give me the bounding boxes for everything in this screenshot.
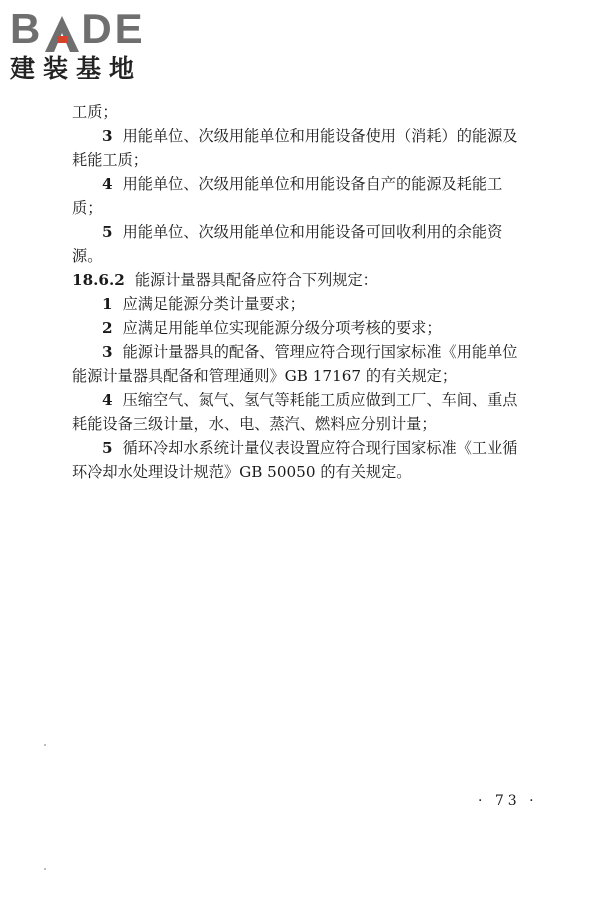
site-logo [10, 6, 180, 86]
item-text: 能源计量器具的配备、管理应符合现行国家标准《用能单位能源计量器具配备和管理通则》GB 17167 的有关规定； [72, 343, 518, 385]
list-item [72, 220, 532, 268]
logo-letters-de: DE [81, 5, 146, 52]
item-number: 1 [102, 295, 113, 313]
page-number: · 73 · [478, 793, 538, 809]
logo-wordmark [10, 6, 180, 52]
list-item [72, 292, 532, 316]
clause-text: 能源计量器具配备应符合下列规定： [134, 271, 378, 289]
logo-letter-b: B [10, 5, 44, 52]
list-item [72, 172, 532, 220]
clause-heading [72, 268, 532, 292]
item-text: 用能单位、次级用能单位和用能设备自产的能源及耗能工质； [72, 175, 503, 217]
item-number: 2 [102, 319, 113, 337]
item-text: 循环冷却水系统计量仪表设置应符合现行国家标准《工业循环冷却水处理设计规范》GB 50050 的有关规定。 [72, 439, 518, 481]
list-item [72, 388, 532, 436]
item-number: 3 [102, 343, 113, 361]
item-text: 应满足用能单位实现能源分级分项考核的要求； [122, 319, 442, 337]
item-text: 压缩空气、氮气、氢气等耗能工质应做到工厂、车间、重点耗能设备三级计量，水、电、蒸汽、燃料应分别计量； [72, 391, 518, 433]
item-number: 4 [102, 391, 113, 409]
item-number: 4 [102, 175, 113, 193]
item-text: 应满足能源分类计量要求； [122, 295, 305, 313]
document-body [72, 100, 532, 484]
item-number: 5 [102, 439, 113, 457]
logo-a-mark-icon [45, 12, 79, 52]
item-text: 用能单位、次级用能单位和用能设备使用（消耗）的能源及耗能工质； [72, 127, 518, 169]
item-number: 3 [102, 127, 113, 145]
list-item [72, 436, 532, 484]
item-text: 用能单位、次级用能单位和用能设备可回收利用的余能资源。 [72, 223, 503, 265]
logo-subtitle: 建装基地 [10, 54, 143, 83]
scan-speck [44, 868, 46, 870]
list-item [72, 316, 532, 340]
clause-number: 18.6.2 [72, 271, 125, 289]
continued-text: 工质； [72, 103, 118, 121]
list-item [72, 124, 532, 172]
item-number: 5 [102, 223, 113, 241]
scan-speck [44, 744, 46, 746]
list-item [72, 340, 532, 388]
